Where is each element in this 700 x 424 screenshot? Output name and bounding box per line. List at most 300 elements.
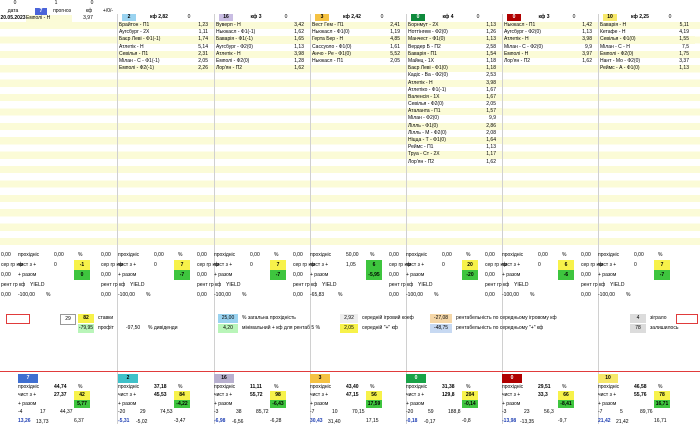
box-value: 7 bbox=[174, 260, 190, 270]
block-rows bbox=[118, 22, 214, 72]
summary-left-cell bbox=[292, 260, 315, 270]
value: 46,58 bbox=[634, 383, 647, 390]
value: 0,00 bbox=[581, 252, 591, 258]
value: сер гр кф bbox=[1, 262, 23, 268]
value: 0,00 bbox=[293, 292, 303, 298]
odds-value: 2,26 bbox=[198, 65, 208, 72]
value: 89,76 bbox=[640, 409, 653, 416]
summary-left-cell bbox=[580, 250, 598, 260]
bottom-extra bbox=[406, 408, 502, 417]
value: 188,8 bbox=[448, 409, 461, 416]
value: сер гр кф bbox=[101, 262, 123, 268]
bet-row bbox=[599, 44, 695, 51]
odds-value: 2,31 bbox=[198, 50, 208, 57]
team-name: Лілль - М - Ф2(0) bbox=[408, 129, 447, 136]
team-name: Севілья - П1 bbox=[119, 50, 149, 57]
pct: % bbox=[178, 252, 183, 258]
bottom-chyst bbox=[310, 391, 406, 400]
zigr-value: 4 bbox=[630, 314, 646, 323]
team-name: Лілль - Ф1(0) bbox=[408, 122, 438, 129]
label: чист з + bbox=[502, 392, 521, 399]
label: чист з + bbox=[502, 262, 521, 268]
block-kf-label: кф 4 bbox=[442, 14, 454, 20]
value: 0 bbox=[154, 262, 157, 268]
pct: % bbox=[146, 292, 151, 298]
value: 5 bbox=[620, 409, 623, 416]
bottom-head bbox=[598, 374, 694, 383]
odds-value: 1,62 bbox=[294, 29, 304, 36]
kf-label: кф bbox=[85, 8, 93, 14]
bet-row bbox=[311, 44, 406, 51]
bet-block bbox=[215, 14, 310, 250]
odds-value: 2,05 bbox=[390, 57, 400, 64]
summary-left-cell bbox=[196, 280, 222, 290]
team-name: Мілан - С - Ф1(-1) bbox=[119, 57, 160, 64]
yield-value: -5,31 bbox=[118, 417, 130, 424]
bottom-total: -13,35 bbox=[520, 419, 535, 424]
bet-block bbox=[311, 14, 406, 250]
value: 17 bbox=[40, 409, 46, 416]
label: чист з + bbox=[406, 262, 425, 268]
value: 0,00 bbox=[634, 252, 644, 258]
value: 0,00 bbox=[101, 272, 111, 278]
bet-block bbox=[503, 14, 598, 250]
box-value: 42 bbox=[74, 391, 90, 400]
yield-value-2: -9,7 bbox=[558, 417, 567, 424]
box-value: 6 bbox=[366, 260, 382, 270]
bottom-head bbox=[18, 374, 114, 383]
bottom-chyst bbox=[502, 391, 598, 400]
bet-row bbox=[503, 29, 598, 36]
label: прохідніс bbox=[598, 252, 620, 258]
value: 70,15 bbox=[352, 409, 365, 416]
value: 0,00 bbox=[485, 272, 495, 278]
zal-value: 78 bbox=[630, 324, 646, 333]
summary-left-cell bbox=[100, 250, 118, 260]
value: 0,00 bbox=[1, 292, 11, 298]
bet-row bbox=[599, 29, 695, 36]
bet-row bbox=[311, 51, 406, 58]
bet-row bbox=[215, 29, 310, 36]
zag-value: 25,00 bbox=[218, 314, 238, 323]
label: + разом bbox=[502, 400, 521, 407]
bet-row bbox=[407, 159, 502, 166]
bottom-total: -0,17 bbox=[424, 419, 436, 424]
bet-row bbox=[215, 51, 310, 58]
bottom-head bbox=[502, 374, 598, 383]
bottom-extra bbox=[214, 408, 310, 417]
odds-value: 3,98 bbox=[486, 79, 496, 86]
stavky-b: 82 bbox=[78, 314, 94, 323]
team-name: Баєр Леві - Ф1(-1) bbox=[119, 36, 161, 43]
min-label: мінімальний + кф для рентаб 5 % bbox=[242, 325, 321, 331]
bet-row bbox=[407, 51, 502, 58]
bet-row bbox=[407, 72, 502, 79]
label: + разом bbox=[18, 400, 37, 407]
odds-value: 2,41 bbox=[390, 22, 400, 28]
team-name: Реймс - П1 bbox=[408, 144, 434, 151]
label: чист з + bbox=[598, 262, 617, 268]
value: 38 bbox=[236, 409, 242, 416]
bottom-prohid bbox=[502, 383, 598, 392]
label: прохідніс bbox=[502, 252, 524, 258]
bet-row bbox=[311, 22, 406, 29]
summary-left-cell bbox=[388, 270, 406, 280]
value: 44,74 bbox=[54, 383, 67, 390]
label: прохідніс bbox=[310, 383, 332, 390]
label: чист з + bbox=[310, 392, 329, 399]
odds-value: 1,28 bbox=[294, 57, 304, 64]
team-name: Баєр Леві - Ф1(0) bbox=[408, 65, 448, 72]
bet-row bbox=[215, 36, 310, 43]
box-value: 78 bbox=[654, 391, 670, 400]
value: 0,00 bbox=[54, 252, 64, 258]
box-value: 84 bbox=[174, 391, 190, 400]
bet-row bbox=[118, 65, 214, 72]
team-name: Ньюкасл - Ф1(-1) bbox=[216, 29, 256, 36]
team-name: Баварія - Ф1(-1) bbox=[216, 36, 253, 43]
label: чист з + bbox=[118, 392, 137, 399]
summary-left-cell bbox=[388, 290, 406, 300]
value: сер гр кф bbox=[581, 262, 603, 268]
emp-pill-val: 3,97 bbox=[83, 15, 93, 21]
label: YIELD bbox=[514, 282, 529, 288]
pct: % bbox=[274, 383, 279, 390]
zal-label: залишилось bbox=[650, 325, 679, 331]
bottom-prohid bbox=[18, 383, 114, 392]
bet-row bbox=[407, 80, 502, 87]
summary-left-cell bbox=[0, 250, 18, 260]
value: сер гр кф bbox=[197, 262, 219, 268]
odds-value: 1,55 bbox=[679, 36, 689, 43]
summary-left-cell bbox=[580, 270, 598, 280]
value: 0 bbox=[250, 262, 253, 268]
label: прохідніс bbox=[214, 383, 236, 390]
razom-value: -7 bbox=[654, 270, 670, 280]
summary-left-cell bbox=[388, 250, 406, 260]
team-name: Атлетік - Н bbox=[504, 36, 529, 43]
block-kf-label: кф 3 bbox=[250, 14, 262, 20]
stavky-label: ставки bbox=[98, 315, 114, 321]
summary-left-cell bbox=[580, 290, 598, 300]
team-name: Вуверп - Н bbox=[216, 22, 241, 28]
team-name: Ньюкасл - П1 bbox=[312, 57, 344, 64]
value: 23 bbox=[524, 409, 530, 416]
yield-value-2: -3,47 bbox=[174, 417, 186, 424]
team-name: Аугсбург - Ф2(0) bbox=[504, 29, 541, 36]
team-name: Валенсія - 1Х bbox=[408, 93, 440, 100]
value: 0,00 bbox=[197, 292, 207, 298]
profit-value: -79,95 bbox=[78, 325, 94, 331]
label: прохідніс bbox=[598, 383, 620, 390]
value: 0,00 bbox=[389, 292, 399, 298]
bet-row bbox=[118, 29, 214, 36]
bottom-chyst bbox=[406, 391, 502, 400]
team-name: Атлетік - Н bbox=[408, 79, 433, 86]
bet-row bbox=[407, 130, 502, 137]
value: 0 bbox=[54, 262, 57, 268]
bet-row bbox=[407, 94, 502, 101]
pct: % bbox=[626, 292, 631, 298]
bet-row bbox=[407, 87, 502, 94]
value: 10 bbox=[332, 409, 338, 416]
odds-value: 1,23 bbox=[198, 22, 208, 28]
value: 59 bbox=[428, 409, 434, 416]
pct: % bbox=[434, 292, 439, 298]
bet-row bbox=[215, 58, 310, 65]
pct: % bbox=[78, 252, 83, 258]
bottom-razom bbox=[502, 400, 598, 409]
bottom-yield bbox=[502, 417, 598, 424]
bottom-razom bbox=[118, 400, 214, 409]
odds-value: 1,67 bbox=[486, 93, 496, 100]
value: 0,00 bbox=[538, 252, 548, 258]
value: 45,53 bbox=[154, 392, 167, 399]
label: прохідніс bbox=[406, 252, 428, 258]
min-value: 4,20 bbox=[218, 324, 238, 333]
value: 74,53 bbox=[160, 409, 173, 416]
team-name: Лор'ян - П2 bbox=[408, 158, 435, 165]
bottom-razom bbox=[310, 400, 406, 409]
yield-value: 13,26 bbox=[18, 417, 31, 424]
label: чист з + bbox=[214, 392, 233, 399]
yield-value: 30,43 bbox=[310, 417, 323, 424]
label: + разом bbox=[406, 400, 425, 407]
razom-value: -6,43 bbox=[270, 400, 286, 409]
summary-left-cell bbox=[0, 260, 23, 270]
bottom-extra bbox=[310, 408, 406, 417]
value: -3 bbox=[214, 409, 219, 416]
stavky-a: 29 bbox=[60, 314, 76, 325]
odds-value: 1,13 bbox=[486, 36, 496, 43]
value: -3 bbox=[502, 409, 507, 416]
pct: % bbox=[530, 292, 535, 298]
bet-row bbox=[407, 58, 502, 65]
bottom-chyst bbox=[214, 391, 310, 400]
bottom-col bbox=[214, 374, 310, 424]
red-divider bbox=[0, 371, 700, 372]
odds-value: 2,05 bbox=[486, 101, 496, 108]
block-badge: 2 bbox=[122, 14, 136, 21]
odds-value: 2,58 bbox=[486, 43, 496, 50]
bet-row bbox=[407, 144, 502, 151]
pct: % bbox=[274, 252, 279, 258]
yield-value-2: 6,37 bbox=[74, 417, 84, 424]
value: 55,72 bbox=[250, 392, 263, 399]
summary-left-cell bbox=[388, 260, 411, 270]
bet-row bbox=[503, 51, 598, 58]
team-name: Борнмут - 2Х bbox=[408, 22, 439, 28]
odds-value: 1,65 bbox=[294, 36, 304, 43]
label: + разом bbox=[118, 400, 137, 407]
label: + разом bbox=[310, 400, 329, 407]
value: рент гр кф bbox=[1, 282, 26, 288]
team-name: Севілья - Ф1(0) bbox=[600, 36, 636, 43]
value: -20 bbox=[118, 409, 126, 416]
bottom-prohid bbox=[310, 383, 406, 392]
stats-section bbox=[0, 314, 700, 364]
pct: % bbox=[178, 383, 183, 390]
summary-left-cell bbox=[580, 260, 603, 270]
team-name: Кетафе - Н bbox=[600, 29, 626, 36]
odds-value: 1,18 bbox=[486, 57, 496, 64]
team-name: Мілан - С - Н bbox=[600, 43, 630, 50]
odds-value: 3,98 bbox=[294, 50, 304, 57]
odds-value: 2,86 bbox=[486, 122, 496, 129]
team-name: Ніцца - Т - Ф1(0) bbox=[408, 137, 446, 143]
bet-row bbox=[407, 44, 502, 51]
label: + разом bbox=[406, 272, 425, 278]
odds-value: 1,17 bbox=[486, 151, 496, 158]
value: 50,00 bbox=[346, 252, 359, 258]
value: 29,51 bbox=[538, 383, 551, 390]
summary-left-cell bbox=[292, 270, 310, 280]
rent-b-value: -48,75 bbox=[430, 324, 452, 333]
bet-row bbox=[215, 22, 310, 29]
pct: % bbox=[78, 383, 83, 390]
bottom-extra bbox=[118, 408, 214, 417]
block-kf-label: кф 2,82 bbox=[150, 14, 168, 20]
team-name: Нант - Мо - Ф2(0) bbox=[600, 57, 641, 64]
summary-left-cell bbox=[292, 290, 310, 300]
label: + разом bbox=[214, 272, 233, 278]
bottom-yield bbox=[310, 417, 406, 424]
bottom-col bbox=[502, 374, 598, 424]
label: YIELD bbox=[610, 282, 625, 288]
bottom-col bbox=[406, 374, 502, 424]
block-zero: 0 bbox=[187, 14, 191, 20]
summary-left bbox=[196, 250, 222, 312]
value: -100,00 bbox=[406, 292, 423, 298]
value: рент гр кф bbox=[197, 282, 222, 288]
box-value: 7 bbox=[654, 260, 670, 270]
value: рент гр кф bbox=[485, 282, 510, 288]
summary-left-cell bbox=[100, 290, 118, 300]
yield-value-2: 16,71 bbox=[654, 417, 667, 424]
value: 0 bbox=[634, 262, 637, 268]
block-badge: 0 bbox=[411, 14, 425, 21]
value: -100,00 bbox=[118, 292, 135, 298]
bet-row bbox=[407, 151, 502, 158]
header-num: 0 bbox=[90, 0, 94, 6]
dividend-value: -97,50 bbox=[126, 325, 141, 331]
bottom-total: -5,02 bbox=[136, 419, 148, 424]
razom-value: 0 bbox=[74, 270, 90, 280]
summary-left-cell bbox=[196, 250, 214, 260]
label: прохідніс bbox=[502, 383, 524, 390]
bet-row bbox=[407, 22, 502, 29]
bet-row bbox=[599, 65, 695, 72]
bottom-badge: 7 bbox=[18, 374, 38, 383]
summary-left-cell bbox=[196, 270, 214, 280]
summary-left bbox=[484, 250, 510, 312]
bet-row bbox=[599, 36, 695, 43]
label: чист з + bbox=[18, 262, 37, 268]
emp-pill: Емполі - Н bbox=[26, 15, 72, 22]
team-name: Емполі - Н bbox=[504, 50, 529, 57]
team-name: Труа - Ст - 2Х bbox=[408, 151, 440, 158]
block-rows bbox=[503, 22, 598, 65]
value: -100,00 bbox=[18, 292, 35, 298]
bottom-prohid bbox=[214, 383, 310, 392]
bottom-extra bbox=[598, 408, 694, 417]
summary-left-cell bbox=[100, 280, 126, 290]
bet-row bbox=[118, 58, 214, 65]
value: 0,00 bbox=[485, 292, 495, 298]
summary-left-cell bbox=[484, 250, 502, 260]
value: 0,00 bbox=[389, 272, 399, 278]
value: 0,00 bbox=[101, 252, 111, 258]
box-value: 56 bbox=[366, 391, 382, 400]
odds-value: 1,13 bbox=[486, 22, 496, 28]
bet-row bbox=[311, 58, 406, 65]
bottom-chyst bbox=[598, 391, 694, 400]
summary-left-cell bbox=[292, 280, 318, 290]
summary-yield-value bbox=[598, 290, 694, 300]
odds-value: 1,13 bbox=[582, 29, 592, 36]
block-kf-label: кф 3 bbox=[538, 14, 550, 20]
pct: % bbox=[338, 292, 343, 298]
ser-kf-label: середній ігровий коеф bbox=[362, 315, 414, 321]
bottom-head bbox=[214, 374, 310, 383]
value: 0,00 bbox=[581, 272, 591, 278]
summary-left-cell bbox=[196, 260, 219, 270]
value: -100,00 bbox=[502, 292, 519, 298]
bet-block bbox=[599, 14, 695, 250]
label: чист з + bbox=[18, 392, 37, 399]
ser-plus-value: 2,05 bbox=[340, 324, 358, 333]
team-name: Баварія - Н bbox=[600, 22, 627, 28]
value: 33,3 bbox=[538, 392, 548, 399]
bottom-head bbox=[406, 374, 502, 383]
value: 56,3 bbox=[544, 409, 554, 416]
header-num: 0 bbox=[13, 0, 17, 6]
team-name: Баварія - П1 bbox=[408, 50, 437, 57]
value: рент гр кф bbox=[293, 282, 318, 288]
rent-b-label: рентабельність по середньому "+" кф bbox=[456, 325, 544, 331]
bet-row bbox=[215, 65, 310, 72]
dividend-label: % дивіденди bbox=[148, 325, 178, 331]
team-name: Герта Бер - Н bbox=[312, 36, 344, 43]
summary-yield bbox=[598, 280, 694, 290]
block-rows bbox=[407, 22, 502, 166]
bet-row bbox=[503, 36, 598, 43]
block-zero: 0 bbox=[572, 14, 576, 20]
bet-row bbox=[311, 29, 406, 36]
block-zero: 0 bbox=[284, 14, 288, 20]
summary-left-cell bbox=[484, 280, 510, 290]
odds-value: 7,5 bbox=[682, 43, 689, 50]
summary-razom bbox=[598, 270, 694, 280]
value: 0,00 bbox=[197, 252, 207, 258]
bottom-extra bbox=[18, 408, 114, 417]
block-badge: 16 bbox=[219, 14, 233, 21]
pct: % bbox=[658, 252, 663, 258]
label: чист з + bbox=[598, 392, 617, 399]
team-name: Кадіс - Ва - Ф2(0) bbox=[408, 72, 448, 79]
label: + разом bbox=[502, 272, 521, 278]
razom-value: -7 bbox=[174, 270, 190, 280]
label: прохідніс bbox=[406, 383, 428, 390]
summary-left bbox=[0, 250, 26, 312]
summary-left-cell bbox=[0, 270, 18, 280]
value: 31,38 bbox=[442, 383, 455, 390]
odds-value: 1,54 bbox=[486, 50, 496, 57]
box-value: 7 bbox=[270, 260, 286, 270]
bet-row bbox=[118, 44, 214, 51]
zag-label: % загальна прохідність bbox=[242, 315, 296, 321]
ser-plus-label: середній "+" кф bbox=[362, 325, 398, 331]
